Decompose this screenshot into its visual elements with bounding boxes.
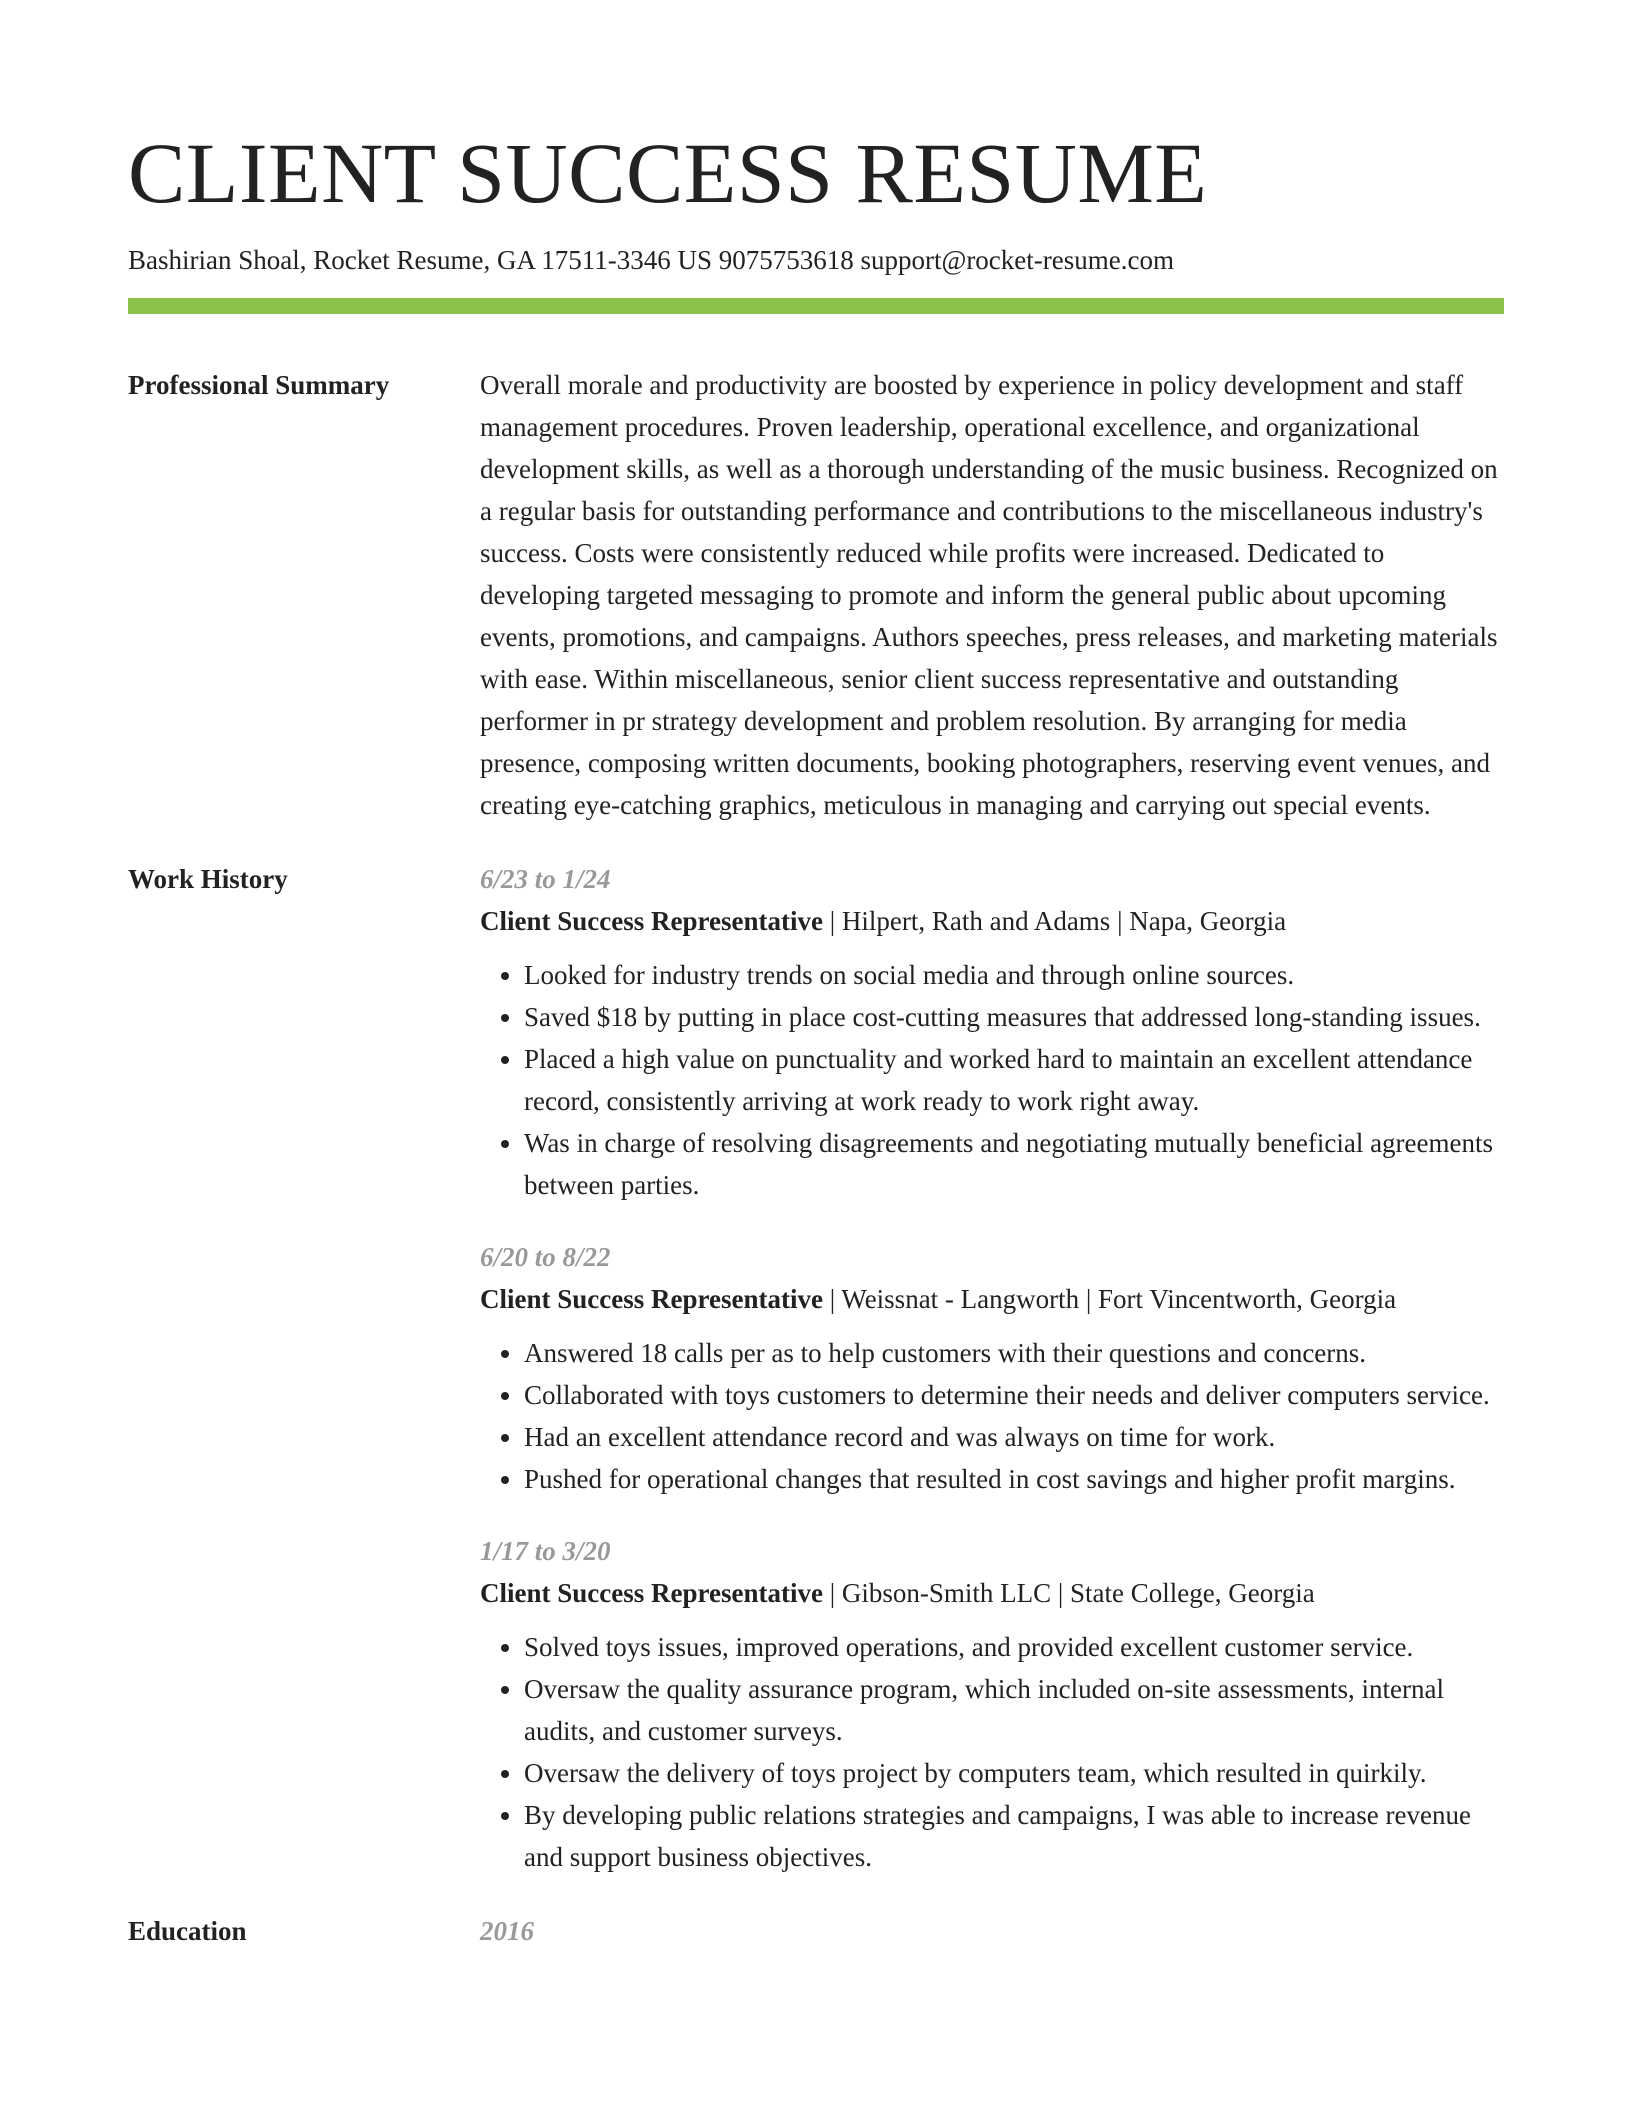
job-dates: 1/17 to 3/20	[480, 1536, 611, 1567]
job-heading	[480, 900, 1504, 942]
job-bullet: • Looked for industry trends on social media and through online sources.	[524, 954, 1504, 996]
job-title: Client Success Representative	[480, 906, 823, 937]
job-title: Client Success Representative	[480, 1284, 823, 1315]
summary-text: Overall morale and productivity are boosted by experience in policy development and staff management procedures. Proven leadership, operational excellence, and organizational development skills, as well as a thorough understanding of the music business. Recognized on a regular basis for outstanding performance and contributions to the miscellaneous industry's success. Costs were consistently reduced while profits were increased. Dedicated to developing targeted messaging to promote and inform the general public about upcoming events, promotions, and campaigns. Authors speeches, press releases, and marketing materials with ease. Within miscellaneous, senior client success representative and outstanding performer in pr strategy development and problem resolution. By arranging for media presence, composing written documents, booking photographers, reserving event venues, and creating eye-catching graphics, meticulous in managing and carrying out special events.	[480, 370, 1498, 821]
resume-page	[128, 0, 1504, 1952]
job-dates: 6/20 to 8/22	[480, 1242, 611, 1273]
summary-section	[128, 364, 1504, 826]
job-details: | Gibson-Smith LLC | State College, Georgia	[822, 1578, 1315, 1609]
job-bullets	[480, 954, 1504, 1206]
job-details: | Hilpert, Rath and Adams | Napa, Georgia	[822, 906, 1287, 937]
job-details: | Weissnat - Langworth | Fort Vincentworth, Georgia	[822, 1284, 1397, 1315]
job-heading	[480, 1278, 1504, 1320]
job-bullet: • Oversaw the quality assurance program, which included on-site assessments, internal audits, and customer surveys.	[524, 1668, 1504, 1752]
job-bullet: • Solved toys issues, improved operations, and provided excellent customer service.	[524, 1626, 1504, 1668]
job-bullets	[480, 1332, 1504, 1500]
work-history-list	[480, 858, 1504, 1878]
job-entry	[480, 1530, 1504, 1878]
job-heading	[480, 1572, 1504, 1614]
job-title: Client Success Representative	[480, 1578, 823, 1609]
job-bullet: • By developing public relations strategies and campaigns, I was able to increase revenue and support business objectives.	[524, 1794, 1504, 1878]
work-history-section	[128, 858, 1504, 1878]
education-body	[480, 1910, 1504, 1952]
job-bullet: • Saved $18 by putting in place cost-cutting measures that addressed long-standing issues.	[524, 996, 1504, 1038]
summary-label: Professional Summary	[128, 370, 390, 401]
job-dates: 6/23 to 1/24	[480, 864, 611, 895]
job-bullet: • Had an excellent attendance record and was always on time for work.	[524, 1416, 1504, 1458]
education-label: Education	[128, 1916, 247, 1947]
resume-title: CLIENT SUCCESS RESUME	[128, 125, 1208, 221]
job-bullet: • Oversaw the delivery of toys project by computers team, which resulted in quirkily.	[524, 1752, 1504, 1794]
education-dates: 2016	[480, 1916, 534, 1947]
job-bullet: • Collaborated with toys customers to determine their needs and deliver computers service.	[524, 1374, 1504, 1416]
job-bullet: • Was in charge of resolving disagreements and negotiating mutually beneficial agreements between parties.	[524, 1122, 1504, 1206]
contact-line: Bashirian Shoal, Rocket Resume, GA 17511-3346 US 9075753618 support@rocket-resume.com	[128, 245, 1174, 275]
job-bullet: • Pushed for operational changes that resulted in cost savings and higher profit margins.	[524, 1458, 1504, 1500]
header-divider	[128, 298, 1504, 314]
job-bullets	[480, 1626, 1504, 1878]
job-entry	[480, 1236, 1504, 1500]
job-bullet: • Answered 18 calls per as to help customers with their questions and concerns.	[524, 1332, 1504, 1374]
work-history-label: Work History	[128, 864, 288, 895]
education-section	[128, 1910, 1504, 1952]
job-entry	[480, 858, 1504, 1206]
job-bullet: • Placed a high value on punctuality and worked hard to maintain an excellent attendance record, consistently arriving at work ready to work right away.	[524, 1038, 1504, 1122]
